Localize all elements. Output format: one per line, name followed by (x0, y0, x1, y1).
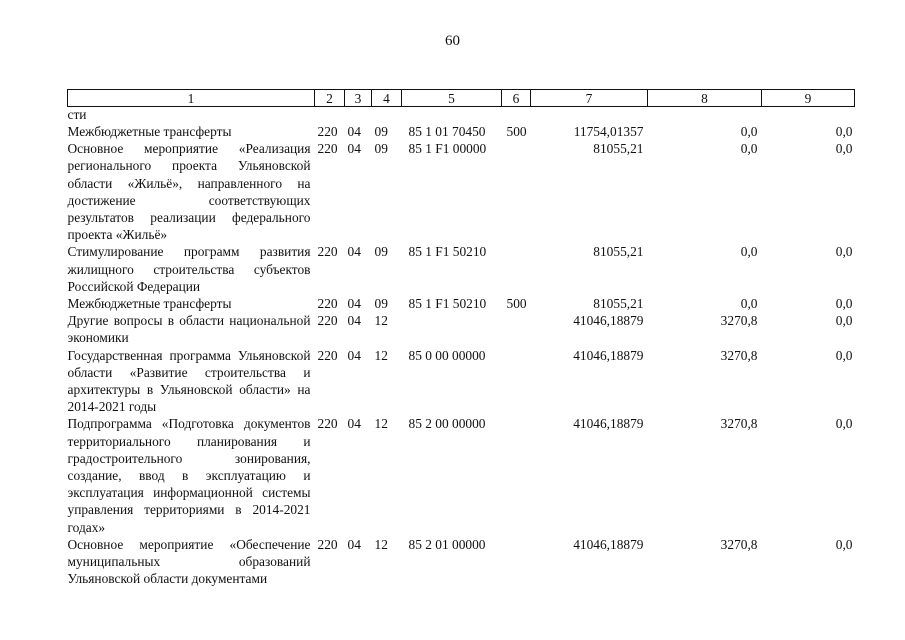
code-section: 04 (347, 244, 361, 260)
amount-col8: 3270,8 (720, 536, 758, 552)
table-row (68, 123, 855, 140)
code-ministry: 220 (317, 536, 338, 552)
code-target: 85 1 F1 50210 (408, 244, 487, 260)
code-subsection: 09 (374, 244, 388, 260)
code-ministry: 220 (317, 141, 338, 157)
code-target: 85 2 00 00000 (408, 416, 486, 432)
amount-col7: 81055,21 (593, 296, 644, 312)
header-cell: 2 (315, 90, 345, 107)
code-expense-type (502, 347, 531, 416)
code-section: 04 (347, 416, 361, 432)
amount-col9: 0,0 (835, 124, 853, 139)
row-name: Межбюджетные трансферты (67, 296, 232, 312)
row-name: Основное мероприятие «Реализация регионального проекта Ульяновской области «Жильё», направленного на достижение соответствующих результатов реализации федерального проекта «Жильё» (67, 141, 311, 243)
row-name: Подпрограмма «Подготовка документов территориального планирования и градостроительного зонирования, создание, ввод в эксплуатацию и эксплуатация информационной системы управления территориями в 2014-2021 годах» (67, 416, 311, 535)
amount-col9: 0,0 (835, 536, 853, 552)
code-expense-type: 500 (506, 124, 527, 139)
header-cell: 5 (402, 90, 502, 107)
header-cell: 1 (68, 90, 315, 107)
amount-col9: 0,0 (835, 244, 853, 260)
amount-col8: 0,0 (740, 296, 758, 312)
code-ministry: 220 (317, 347, 338, 363)
amount-col8: 0,0 (740, 244, 758, 260)
amount-col9: 0,0 (835, 141, 853, 157)
header-cell: 9 (762, 90, 855, 107)
row-name: Основное мероприятие «Обеспечение муниципальных образований Ульяновской области документами (67, 536, 311, 587)
code-target: 85 1 F1 00000 (408, 141, 487, 157)
code-section: 04 (347, 296, 361, 312)
amount-col7: 41046,18879 (573, 536, 644, 552)
code-target: 85 2 01 00000 (408, 536, 486, 552)
code-target: 85 1 F1 50210 (408, 296, 487, 312)
amount-col7: 81055,21 (593, 141, 644, 157)
code-target: 85 0 00 00000 (408, 347, 486, 363)
code-ministry: 220 (317, 416, 338, 432)
code-subsection: 09 (374, 124, 388, 139)
code-section: 04 (347, 347, 361, 363)
row-name: Другие вопросы в области национальной экономики (67, 313, 311, 346)
code-subsection: 12 (374, 416, 388, 432)
amount-col8: 3270,8 (720, 416, 758, 432)
code-expense-type (502, 243, 531, 295)
code-expense-type (502, 415, 531, 535)
amount-col7: 41046,18879 (573, 313, 644, 329)
amount-col9: 0,0 (835, 416, 853, 432)
table-row (68, 140, 855, 243)
code-section: 04 (347, 124, 361, 139)
code-subsection: 09 (374, 296, 388, 312)
header-cell: 6 (502, 90, 531, 107)
amount-col7: 41046,18879 (573, 347, 644, 363)
code-subsection: 12 (374, 313, 388, 329)
code-subsection: 12 (374, 347, 388, 363)
row-name: Стимулирование программ развития жилищного строительства субъектов Российской Федерации (67, 244, 311, 294)
continuation-row (68, 107, 855, 124)
code-expense-type (502, 140, 531, 243)
amount-col8: 3270,8 (720, 347, 758, 363)
amount-col7: 81055,21 (593, 244, 644, 260)
code-ministry: 220 (317, 244, 338, 260)
code-section: 04 (347, 313, 361, 329)
code-expense-type (502, 312, 531, 346)
table-row (68, 295, 855, 312)
row-name: Государственная программа Ульяновской области «Развитие строительства и архитектуры в Ульяновской области» на 2014-2021 годы (67, 347, 311, 415)
continuation-text: сти (67, 107, 87, 122)
code-target: 85 1 01 70450 (408, 124, 486, 139)
table-row (68, 312, 855, 346)
code-target (402, 312, 502, 346)
header-cell: 4 (372, 90, 402, 107)
code-ministry: 220 (317, 124, 338, 139)
table-row (68, 536, 855, 588)
code-ministry: 220 (317, 313, 338, 329)
amount-col8: 0,0 (740, 124, 758, 139)
code-subsection: 09 (374, 141, 388, 157)
page-number: 60 (445, 33, 460, 49)
amount-col8: 0,0 (740, 141, 758, 157)
header-row (68, 90, 855, 107)
code-expense-type: 500 (506, 296, 527, 312)
amount-col7: 11754,01357 (573, 124, 644, 139)
header-cell: 7 (531, 90, 648, 107)
header-cell: 8 (648, 90, 762, 107)
row-name: Межбюджетные трансферты (67, 124, 232, 139)
amount-col7: 41046,18879 (573, 416, 644, 432)
table-row (68, 415, 855, 535)
code-expense-type (502, 536, 531, 588)
header-cell: 3 (345, 90, 372, 107)
table-row (68, 347, 855, 416)
code-ministry: 220 (317, 296, 338, 312)
table-row (68, 243, 855, 295)
code-section: 04 (347, 141, 361, 157)
budget-table (67, 89, 855, 587)
amount-col9: 0,0 (835, 347, 853, 363)
code-subsection: 12 (374, 536, 388, 552)
amount-col9: 0,0 (835, 313, 853, 329)
code-section: 04 (347, 536, 361, 552)
amount-col8: 3270,8 (720, 313, 758, 329)
amount-col9: 0,0 (835, 296, 853, 312)
